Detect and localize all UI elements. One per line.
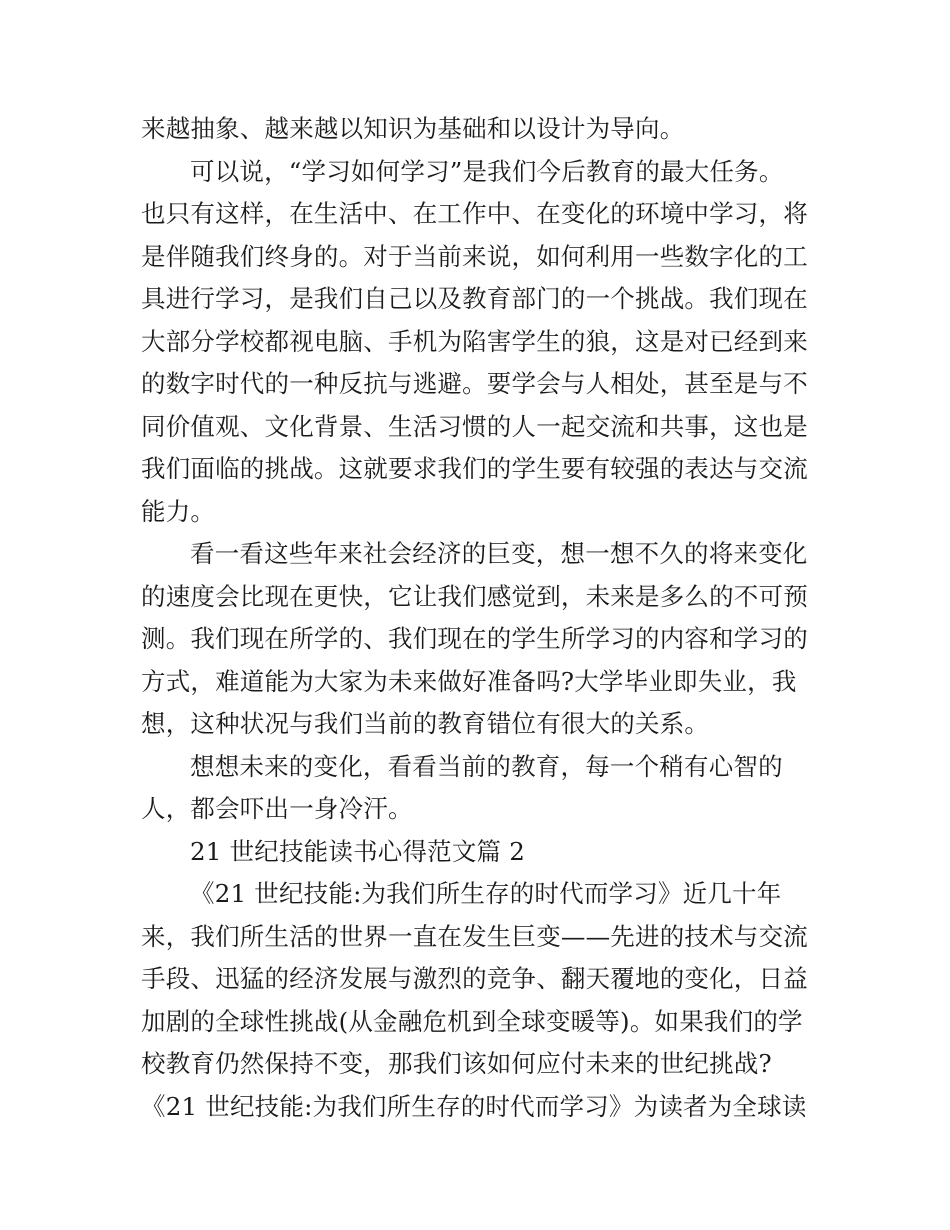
text-line: 我们面临的挑战。这就要求我们的学生要有较强的表达与交流 [141, 454, 808, 483]
text-line: 的速度会比现在更快，它让我们感觉到，未来是多么的不可预 [141, 581, 808, 611]
text-line: 手段、迅猛的经济发展与激烈的竞争、翻天覆地的变化，日益 [141, 964, 808, 993]
text-line: 来越抽象、越来越以知识为基础和以设计为导向。 [141, 114, 685, 143]
text-line: 具进行学习，是我们自己以及教育部门的一个挑战。我们现在 [141, 284, 808, 313]
text-line: 加剧的全球性挑战(从金融危机到全球变暖等)。如果我们的学 [141, 1006, 803, 1036]
paragraph-first-line: 可以说，“学习如何学习”是我们今后教育的最大任务。 [190, 156, 784, 186]
text-line: 方式，难道能为大家为未来做好准备吗?大学毕业即失业，我 [141, 666, 797, 696]
document-body [141, 108, 811, 1128]
text-line: 也只有这样，在生活中、在工作中、在变化的环境中学习，将 [141, 199, 808, 228]
text-line: 是伴随我们终身的。对于当前来说，如何利用一些数字化的工 [141, 241, 808, 271]
text-line: 测。我们现在所学的、我们现在的学生所学习的内容和学习的 [141, 624, 808, 653]
paragraph-first-line: 想想未来的变化，看看当前的教育，每一个稍有心智的 [190, 751, 783, 781]
text-line: 《21 世纪技能:为我们所生存的时代而学习》为读者为全球读 [141, 1091, 807, 1121]
text-line: 来，我们所生活的世界一直在发生巨变——先进的技术与交流 [141, 921, 808, 951]
section-heading: 21 世纪技能读书心得范文篇 2 [190, 836, 526, 866]
text-line: 同价值观、文化背景、生活习惯的人一起交流和共事，这也是 [141, 411, 808, 441]
text-line: 人，都会吓出一身冷汗。 [141, 794, 413, 823]
text-line: 想，这种状况与我们当前的教育错位有很大的关系。 [141, 709, 710, 738]
text-line: 校教育仍然保持不变，那我们该如何应付未来的世纪挑战? [141, 1049, 772, 1078]
text-line: 的数字时代的一种反抗与逃避。要学会与人相处，甚至是与不 [141, 369, 808, 398]
text-line: 能力。 [141, 496, 216, 526]
text-line: 大部分学校都视电脑、手机为陷害学生的狼，这是对已经到来 [141, 326, 808, 356]
paragraph-first-line: 看一看这些年来社会经济的巨变，想一想不久的将来变化 [190, 539, 808, 568]
paragraph-first-line: 《21 世纪技能:为我们所生存的时代而学习》近几十年 [190, 879, 782, 908]
